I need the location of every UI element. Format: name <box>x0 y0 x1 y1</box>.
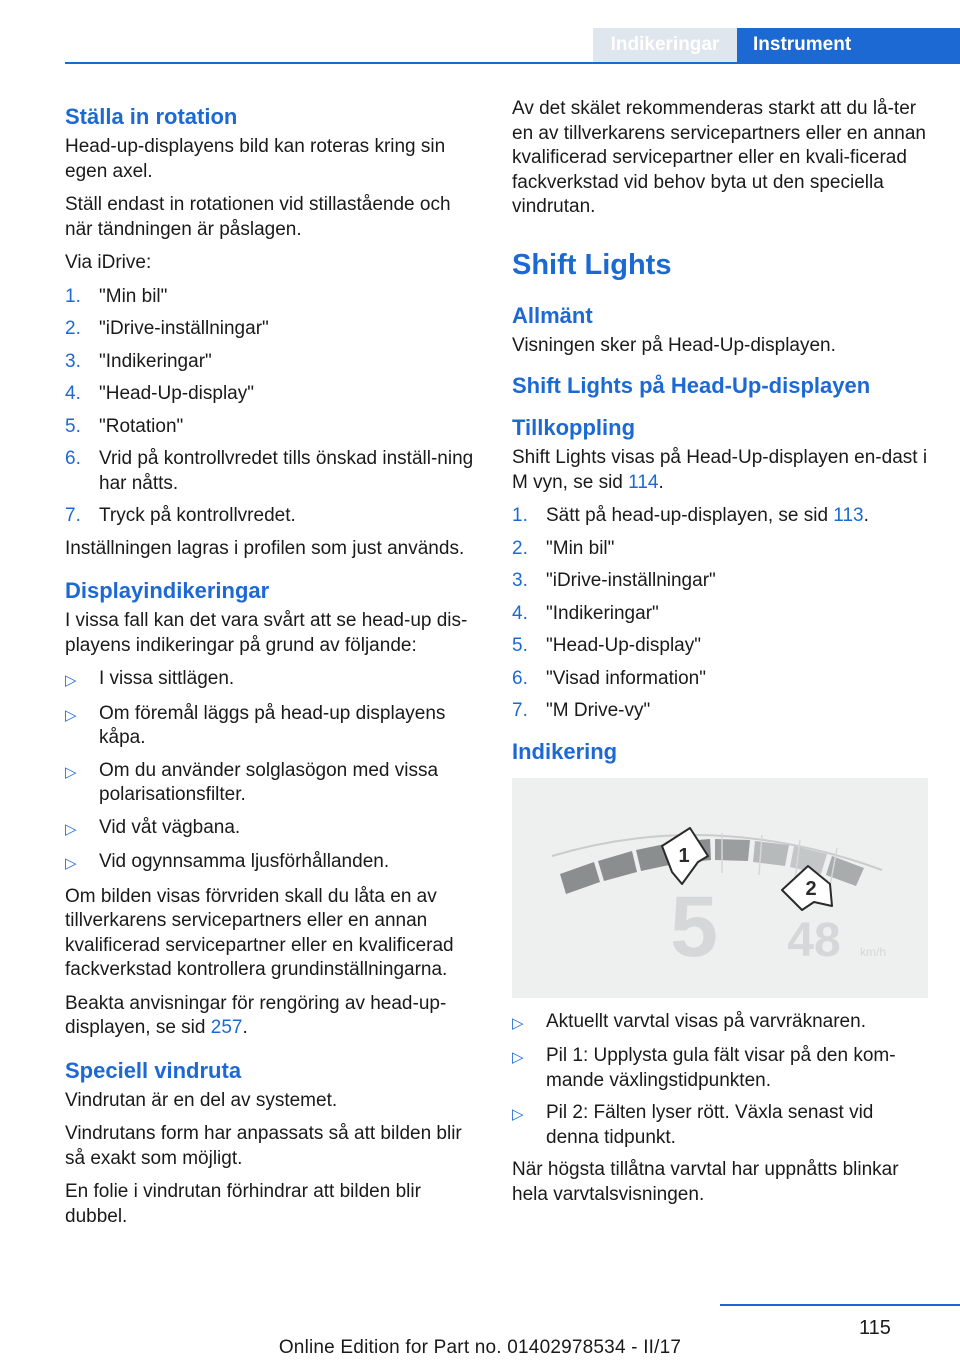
paragraph: Vindrutans form har anpassats så att bilden blir så exakt som möjligt. <box>65 1123 462 1169</box>
list-item <box>512 699 930 724</box>
step-number: 3. <box>65 350 81 372</box>
paragraph: En folie i vindrutan förhindrar att bilden blir dubbel. <box>65 1181 421 1227</box>
callout-arrow-2-icon <box>782 866 832 910</box>
step-text: "Rotation" <box>99 415 184 437</box>
step-number: 6. <box>65 448 81 469</box>
footer-rule <box>720 1304 960 1306</box>
list-item <box>512 1101 930 1150</box>
bullet-text: Pil 1: Upplysta gula fält visar på den kom-mande växlingstidpunkten. <box>546 1045 896 1091</box>
list-item <box>65 317 483 342</box>
step-text: "Head-Up-display" <box>99 383 254 404</box>
activation-steps-list <box>512 504 930 724</box>
list-item <box>65 759 483 808</box>
bullet-text: Pil 2: Fälten lyser rött. Växla senast vid denna tidpunkt. <box>546 1102 874 1148</box>
triangle-bullet-icon: ▷ <box>65 820 77 838</box>
step-text: "Indikeringar" <box>546 602 659 624</box>
step-number: 5. <box>512 635 528 656</box>
paragraph: Vindrutan är en del av systemet. <box>65 1089 338 1111</box>
callout-label-2: 2 <box>805 877 817 900</box>
list-item <box>512 634 930 659</box>
step-text <box>546 504 869 529</box>
paragraph: Om bilden visas förvriden skall du låta en av tillverkarens servicepartners eller en annan kvalificerad servicepartner eller en kvalificerad fackverkstad kontrollera grundinställningarna. <box>65 885 454 980</box>
paragraph: Av det skälet rekommenderas starkt att du lå-ter en av tillverkarens servicepartners eller en annan kvalificerad servicepartner eller en kvali-ficerad fackverkstad vid behov byta ut den speciella vindrutan. <box>512 98 926 217</box>
step-text: "Head-Up-display" <box>546 635 701 656</box>
list-item <box>512 602 930 627</box>
tachometer-segment <box>826 856 864 886</box>
step-text: "iDrive-inställningar" <box>546 570 716 591</box>
page-header <box>0 0 960 64</box>
heading-displayindikeringar: Displayindikeringar <box>65 578 270 603</box>
step-number: 2. <box>65 318 81 339</box>
rotation-steps-list <box>65 285 483 529</box>
page-number: 115 <box>859 1317 891 1339</box>
shift-lights-illustration <box>512 778 928 998</box>
heading-shift-lights: Shift Lights <box>512 248 672 281</box>
list-item <box>512 537 930 562</box>
bullet-text: Vid våt vägbana. <box>99 816 241 838</box>
step-text: "iDrive-inställningar" <box>99 318 269 339</box>
page-link-113[interactable]: 113 <box>833 505 864 526</box>
list-item <box>512 504 930 529</box>
paragraph: Visningen sker på Head-Up-displayen. <box>512 334 836 356</box>
triangle-bullet-icon: ▷ <box>512 1106 524 1123</box>
heading-stalla-in-rotation: Ställa in rotation <box>65 104 238 129</box>
list-item <box>65 447 483 496</box>
step-text: "Min bil" <box>546 537 615 559</box>
list-item <box>65 382 483 407</box>
right-column <box>512 97 930 1216</box>
triangle-bullet-icon: ▷ <box>65 706 77 724</box>
step-text: "Min bil" <box>99 285 168 307</box>
text: . <box>863 505 869 526</box>
left-column <box>65 103 483 1238</box>
indication-bullet-list <box>512 1010 930 1151</box>
shift-lights-hud-figure <box>512 778 928 998</box>
callout-label-1: 1 <box>678 844 690 867</box>
list-item <box>65 667 483 694</box>
bullet-text: Om föremål läggs på head-up displayens kåpa. <box>99 702 446 748</box>
paragraph: Ställ endast in rotationen vid stillastående och när tändningen är påslagen. <box>65 194 451 240</box>
list-item <box>512 1010 930 1037</box>
header-rule <box>65 62 960 64</box>
tachometer-segment <box>598 851 637 881</box>
text: . <box>658 471 664 493</box>
list-item <box>512 569 930 594</box>
page-link-114[interactable]: 114 <box>628 471 659 493</box>
heading-indikering: Indikering <box>512 738 618 764</box>
text: Sätt på head-up-displayen, se sid <box>546 505 834 526</box>
step-text: "Indikeringar" <box>99 350 212 372</box>
step-number: 5. <box>65 415 81 437</box>
page-link-257[interactable]: 257 <box>210 1017 243 1038</box>
speed-readout: 48 <box>787 913 841 967</box>
heading-tillkoppling: Tillkoppling <box>512 415 636 440</box>
step-text: Tryck på kontrollvredet. <box>99 505 296 526</box>
triangle-bullet-icon: ▷ <box>65 672 77 689</box>
triangle-bullet-icon: ▷ <box>512 1014 524 1032</box>
paragraph: När högsta tillåtna varvtal har uppnåtts blinkar hela varvtalsvisningen. <box>512 1159 899 1205</box>
heading-speciell-vindruta: Speciell vindruta <box>65 1057 242 1083</box>
tachometer-segment <box>560 862 600 894</box>
heading-allmant: Allmänt <box>512 302 593 328</box>
paragraph: Inställningen lagras i profilen som just används. <box>65 537 465 559</box>
text: Beakta anvisningar för rengöring av head-up-displayen, se sid <box>65 992 447 1038</box>
step-text: Vrid på kontrollvredet tills önskad inställ-ning har nåtts. <box>99 448 474 494</box>
list-item <box>65 504 483 529</box>
triangle-bullet-icon: ▷ <box>512 1049 524 1066</box>
paragraph <box>512 446 930 495</box>
step-number: 7. <box>65 505 81 526</box>
triangle-bullet-icon: ▷ <box>65 855 77 872</box>
tachometer-segment <box>715 839 750 861</box>
header-chapter-instrument: Instrument <box>737 28 960 62</box>
speed-unit: km/h <box>860 944 887 959</box>
step-text: "M Drive-vy" <box>546 700 651 721</box>
conditions-bullet-list <box>65 667 483 877</box>
paragraph: Head-up-displayens bild kan roteras kring sin egen axel. <box>65 136 446 182</box>
triangle-bullet-icon: ▷ <box>65 763 77 781</box>
heading-shift-lights-hud: Shift Lights på Head-Up-displayen <box>512 373 871 398</box>
gear-indicator: 5 <box>670 878 718 975</box>
step-number: 6. <box>512 667 528 689</box>
text: Shift Lights visas på Head-Up-displayen en-dast i M vyn, se sid <box>512 447 928 493</box>
step-number: 1. <box>512 505 528 526</box>
list-item <box>65 816 483 843</box>
list-item <box>65 702 483 751</box>
paragraph: Via iDrive: <box>65 252 152 273</box>
bullet-text: Aktuellt varvtal visas på varvräknaren. <box>546 1010 866 1032</box>
list-item <box>65 850 483 877</box>
list-item <box>65 350 483 375</box>
header-section-indikeringar: Indikeringar <box>593 28 737 62</box>
paragraph: I vissa fall kan det vara svårt att se head-up dis-playens indikeringar på grund av följande: <box>65 610 468 656</box>
step-number: 1. <box>65 285 81 307</box>
tachometer-segment <box>753 841 789 866</box>
bullet-text: Om du använder solglasögon med vissa polarisationsfilter. <box>99 759 439 805</box>
step-number: 7. <box>512 700 528 721</box>
step-number: 3. <box>512 570 528 591</box>
list-item <box>512 1044 930 1093</box>
bullet-text: I vissa sittlägen. <box>99 668 235 689</box>
list-item <box>512 667 930 692</box>
step-number: 2. <box>512 537 528 559</box>
paragraph <box>65 992 483 1041</box>
list-item <box>65 415 483 440</box>
step-text: "Visad information" <box>546 667 706 689</box>
step-number: 4. <box>512 602 528 624</box>
step-number: 4. <box>65 383 81 404</box>
edition-footer: Online Edition for Part no. 01402978534 - II/17 <box>278 1337 682 1358</box>
list-item <box>65 285 483 310</box>
bullet-text: Vid ogynnsamma ljusförhållanden. <box>99 851 390 872</box>
text: . <box>242 1017 248 1038</box>
